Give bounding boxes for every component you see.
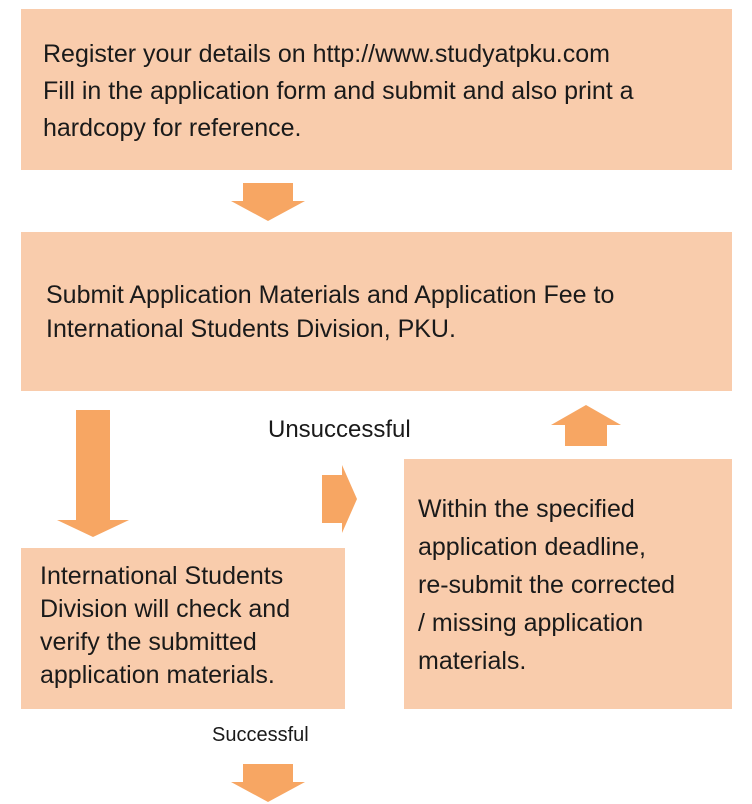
arrow-right-shape xyxy=(322,465,357,533)
arrow-right xyxy=(322,465,357,533)
label-unsuccessful: Unsuccessful xyxy=(268,416,411,443)
step-submit-box xyxy=(21,232,732,391)
step-register-line-3: hardcopy for reference. xyxy=(43,114,302,142)
step-verify-line-2: Division will check and xyxy=(40,595,291,623)
step-submit-line-2: International Students Division, PKU. xyxy=(46,315,456,343)
step-register-box xyxy=(21,9,732,170)
arrow-down-3-shape xyxy=(231,764,305,802)
step-register-line-2: Fill in the application form and submit and also print a xyxy=(43,77,634,105)
label-successful: Successful xyxy=(212,724,309,746)
step-resubmit-line-5: materials. xyxy=(418,647,527,675)
step-resubmit-text xyxy=(418,490,675,680)
step-verify-box xyxy=(21,548,345,709)
step-verify-line-4: application materials. xyxy=(40,661,275,689)
step-verify-line-1: International Students xyxy=(40,562,284,590)
step-verify-line-3: verify the submitted xyxy=(40,628,257,656)
step-register-line-1: Register your details on http://www.studyatpku.com xyxy=(43,40,610,68)
step-resubmit-line-3: re-submit the corrected xyxy=(418,571,676,599)
arrow-down-2-shape xyxy=(57,410,129,537)
step-submit-text xyxy=(46,278,614,346)
step-resubmit-line-1: Within the specified xyxy=(418,495,635,523)
arrow-down-2 xyxy=(57,410,129,537)
arrow-down-3 xyxy=(231,764,305,802)
arrow-up-shape xyxy=(551,405,621,446)
step-verify-text xyxy=(40,560,290,692)
step-resubmit-box xyxy=(404,459,732,709)
step-submit-line-1: Submit Application Materials and Application Fee to xyxy=(46,281,615,309)
arrow-down-1 xyxy=(231,183,305,221)
step-register-text xyxy=(43,36,634,147)
step-resubmit-line-2: application deadline, xyxy=(418,533,646,561)
arrow-up xyxy=(551,405,621,446)
step-resubmit-line-4: / missing application xyxy=(418,609,644,637)
arrow-down-1-shape xyxy=(231,183,305,221)
